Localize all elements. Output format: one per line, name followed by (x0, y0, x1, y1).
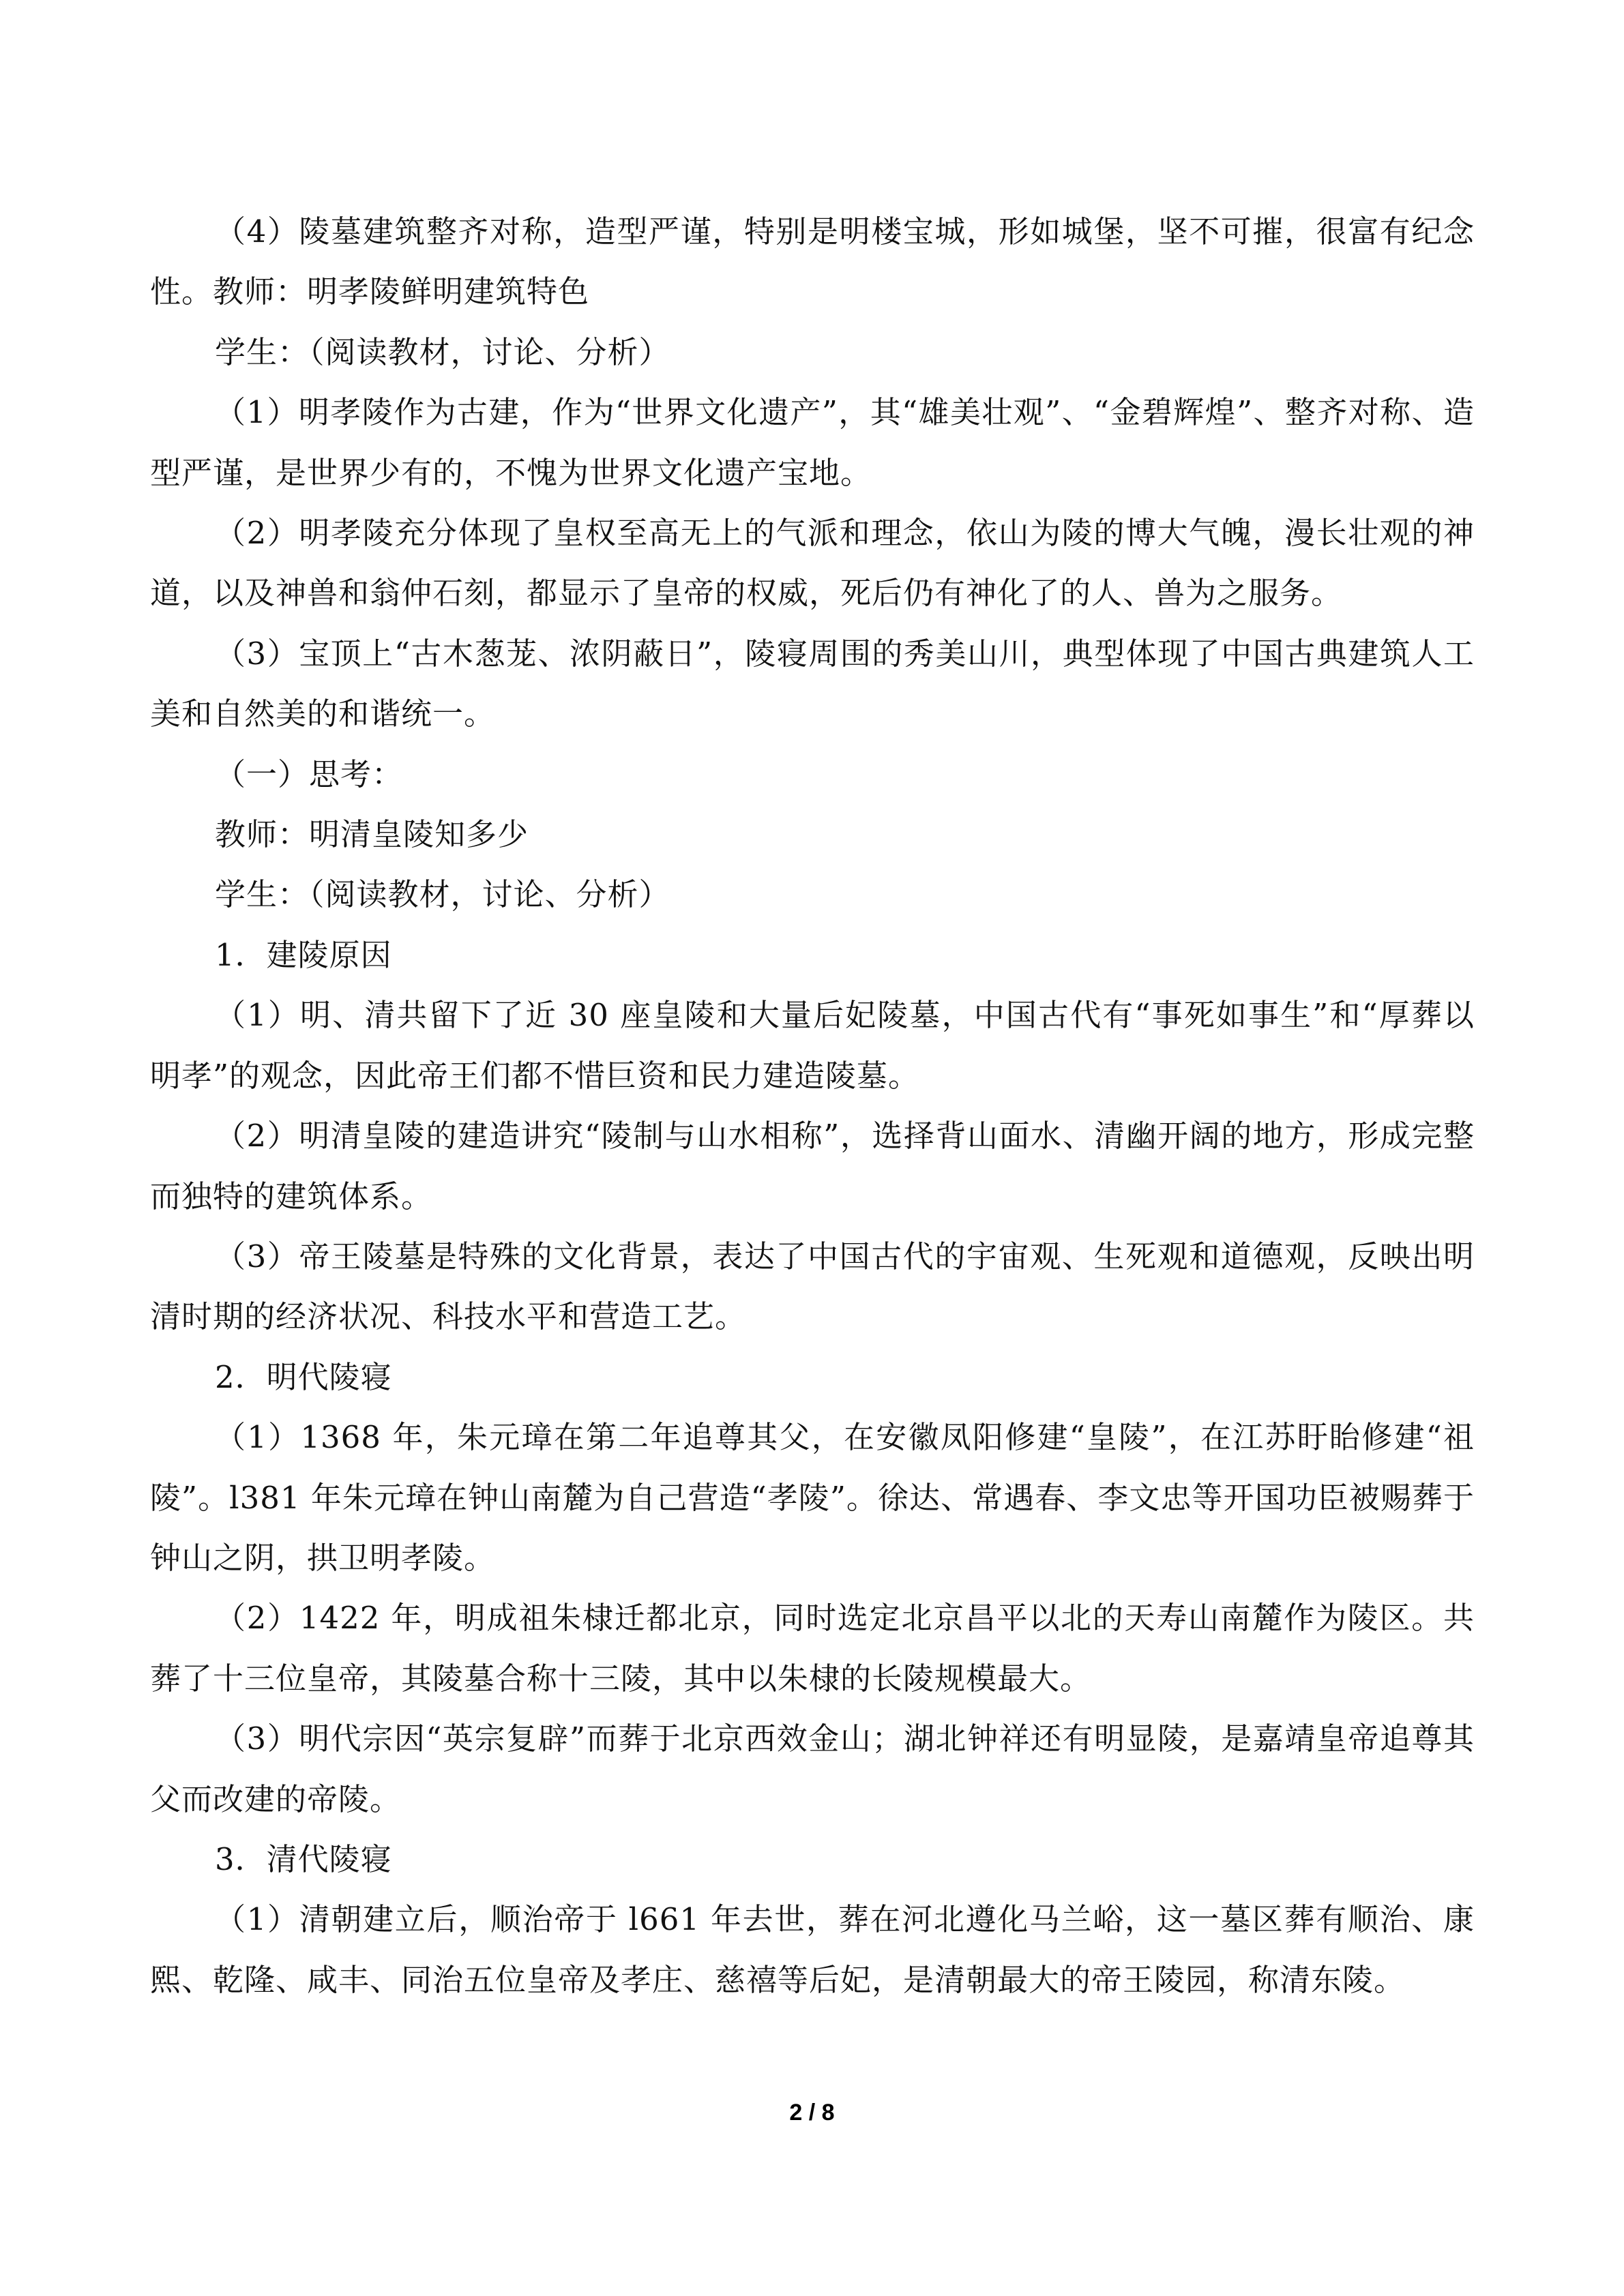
paragraph-xiaoling-2: （2）明孝陵充分体现了皇权至高无上的气派和理念，依山为陵的博大气魄，漫长壮观的神道，以及神兽和翁仲石刻，都显示了皇帝的权威，死后仍有神化了的人、兽为之服务。 (150, 515, 1475, 612)
paragraph-reasons-1: （1）明、清共留下了近 30 座皇陵和大量后妃陵墓，中国古代有“事死如事生”和“厚葬以明孝”的观念，因此帝王们都不惜巨资和民力建造陵墓。 (150, 997, 1475, 1094)
paragraph-student-activity: 学生：（阅读教材，讨论、分析） (215, 333, 670, 370)
subheading-reasons: 1．建陵原因 (215, 936, 392, 973)
page-number: 2 / 8 (789, 2100, 835, 2126)
paragraph-xiaoling-3: （3）宝顶上“古木葱茏、浓阴蔽日”，陵寝周围的秀美山川，典型体现了中国古典建筑人工美和自然美的和谐统一。 (150, 635, 1475, 732)
paragraph-reasons-2: （2）明清皇陵的建造讲究“陵制与山水相称”，选择背山面水、清幽开阔的地方，形成完整而独特的建筑体系。 (150, 1118, 1475, 1214)
paragraph-xiaoling-1: （1）明孝陵作为古建，作为“世界文化遗产”，其“雄美壮观”、“金碧辉煌”、整齐对称、造型严谨，是世界少有的，不愧为世界文化遗产宝地。 (150, 394, 1475, 491)
paragraph-student-activity-2: 学生：（阅读教材，讨论、分析） (215, 876, 670, 913)
paragraph-tomb-architecture-4: （4）陵墓建筑整齐对称，造型严谨，特别是明楼宝城，形如城堡，坚不可摧，很富有纪念性。教师：明孝陵鲜明建筑特色 (150, 213, 1475, 310)
paragraph-reasons-3: （3）帝王陵墓是特殊的文化背景，表达了中国古代的宇宙观、生死观和道德观，反映出明清时期的经济状况、科技水平和营造工艺。 (150, 1238, 1475, 1335)
paragraph-ming-2: （2）1422 年，明成祖朱棣迁都北京，同时选定北京昌平以北的天寿山南麓作为陵区。共葬了十三位皇帝，其陵墓合称十三陵，其中以朱棣的长陵规模最大。 (150, 1600, 1475, 1697)
paragraph-qing-1: （1）清朝建立后，顺治帝于 l661 年去世，葬在河北遵化马兰峪，这一墓区葬有顺治、康熙、乾隆、咸丰、同治五位皇帝及孝庄、慈禧等后妃，是清朝最大的帝王陵园，称清东陵。 (150, 1901, 1475, 1998)
body-text (150, 202, 1475, 2010)
section-heading-think: （一）思考： (215, 756, 404, 792)
paragraph-teacher-question: 教师：明清皇陵知多少 (215, 816, 529, 853)
subheading-qing-tombs: 3．清代陵寝 (215, 1840, 392, 1877)
paragraph-ming-3: （3）明代宗因“英宗复辟”而葬于北京西效金山；湖北钟祥还有明显陵，是嘉靖皇帝追尊其父而改建的帝陵。 (150, 1720, 1475, 1817)
paragraph-ming-1: （1）1368 年，朱元璋在第二年追尊其父，在安徽凤阳修建“皇陵”，在江苏盱眙修建“祖陵”。l381 年朱元璋在钟山南麓为自己营造“孝陵”。徐达、常遇春、李文忠等开国功臣被赐葬于钟山之阴，拱卫明孝陵。 (150, 1419, 1475, 1576)
subheading-ming-tombs: 2．明代陵寝 (215, 1358, 392, 1395)
